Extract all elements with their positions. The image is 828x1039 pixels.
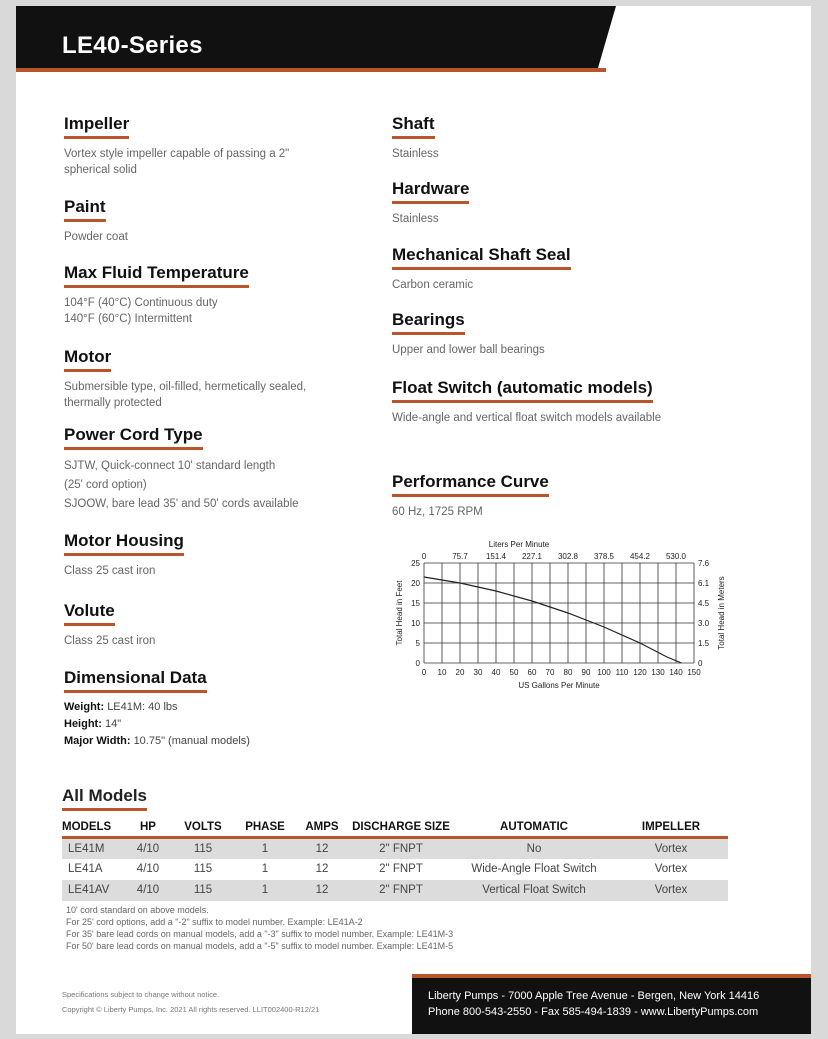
cell: 1 bbox=[261, 863, 269, 875]
section-impeller bbox=[64, 114, 289, 178]
section-power-cord-type bbox=[64, 425, 299, 514]
x2-tick-label: 454.2 bbox=[629, 552, 651, 561]
cell: No bbox=[454, 838, 614, 859]
footer-address: Liberty Pumps - 7000 Apple Tree Avenue - Bergen, New York 14416 bbox=[428, 990, 760, 1002]
section-title: Motor bbox=[64, 347, 111, 372]
models-table bbox=[62, 821, 728, 901]
section-title: Volute bbox=[64, 601, 115, 626]
performance-curve-line bbox=[424, 577, 681, 663]
cell: Vortex bbox=[614, 838, 728, 859]
section-title: Power Cord Type bbox=[64, 425, 203, 450]
table-row bbox=[62, 880, 728, 901]
section-text: Class 25 cast iron bbox=[64, 565, 156, 577]
section-volute bbox=[64, 601, 155, 649]
x-tick-label: 10 bbox=[437, 668, 447, 677]
section-text: Wide-angle and vertical float switch models available bbox=[392, 412, 662, 424]
y2-tick-label: 0 bbox=[698, 659, 703, 668]
col-header: VOLTS bbox=[172, 821, 234, 838]
all-models-title: All Models bbox=[62, 786, 147, 811]
cell: 4/10 bbox=[124, 838, 172, 859]
col-header: MODELS bbox=[62, 821, 124, 838]
x-tick-label: 80 bbox=[563, 668, 573, 677]
section-text: Submersible type, oil-filled, hermetically sealed, thermally protected bbox=[64, 381, 307, 409]
x2-tick-label: 75.7 bbox=[452, 552, 468, 561]
col-header: DISCHARGE SIZE bbox=[348, 821, 454, 838]
section-mechanical-shaft-seal bbox=[392, 245, 571, 293]
note-line: For 50' bare lead cords on manual models, add a "-5" suffix to model number. Example: LE41M-5 bbox=[66, 941, 454, 951]
x-tick-label: 70 bbox=[545, 668, 555, 677]
note-line: 10' cord standard on above models. bbox=[66, 905, 209, 915]
y-tick-label: 5 bbox=[415, 639, 420, 648]
x2-tick-label: 151.4 bbox=[485, 552, 507, 561]
legal-copyright: Copyright © Liberty Pumps, Inc. 2021 All rights reserved. LLIT002400-R12/21 bbox=[62, 1005, 320, 1014]
section-title: Motor Housing bbox=[64, 531, 184, 556]
section-shaft bbox=[392, 114, 439, 162]
model-notes bbox=[66, 904, 453, 952]
x-tick-label: 0 bbox=[421, 668, 427, 677]
section-performance-curve bbox=[392, 472, 549, 520]
footer-contact-box bbox=[412, 978, 811, 1034]
x2-tick-label: 0 bbox=[421, 552, 427, 561]
section-title: Performance Curve bbox=[392, 472, 549, 497]
section-title: Impeller bbox=[64, 114, 129, 139]
y-tick-label: 10 bbox=[411, 619, 420, 628]
table-header-row bbox=[62, 821, 728, 838]
col-header: AUTOMATIC bbox=[454, 821, 614, 838]
section-max-fluid-temperature bbox=[64, 263, 249, 327]
x-tick-label: 60 bbox=[527, 668, 537, 677]
section-title: Max Fluid Temperature bbox=[64, 263, 249, 288]
section-text: SJTW, Quick-connect 10' standard length (25' cord option) SJOOW, bare lead 35' and 50' cords available bbox=[64, 460, 299, 510]
x-tick-label: 100 bbox=[597, 668, 611, 677]
section-title: Float Switch (automatic models) bbox=[392, 378, 653, 403]
cell: 1 bbox=[234, 838, 296, 859]
x-tick-label: 20 bbox=[455, 668, 465, 677]
cell: 115 bbox=[172, 880, 234, 901]
y2-tick-label: 1.5 bbox=[698, 639, 710, 648]
cell: 4/10 bbox=[136, 863, 160, 875]
section-bearings bbox=[392, 310, 545, 358]
y-tick-label: 0 bbox=[415, 659, 420, 668]
section-text: 60 Hz, 1725 RPM bbox=[392, 506, 483, 518]
cell: Vertical Float Switch bbox=[454, 880, 614, 901]
footer-contact: Phone 800-543-2550 - Fax 585-494-1839 - www.LibertyPumps.com bbox=[428, 1006, 759, 1018]
cell: 115 bbox=[193, 863, 213, 875]
x-tick-label: 120 bbox=[633, 668, 647, 677]
table-row bbox=[62, 838, 728, 859]
section-float-switch bbox=[392, 378, 661, 426]
x2-tick-label: 378.5 bbox=[593, 552, 615, 561]
cell: 115 bbox=[172, 838, 234, 859]
section-dimensional-data bbox=[64, 668, 250, 750]
cell: 12 bbox=[315, 863, 329, 875]
cell: Vortex bbox=[654, 863, 688, 875]
y2-axis-label: Total Head in Meters bbox=[717, 576, 726, 650]
cell: LE41AV bbox=[62, 880, 124, 901]
y-tick-label: 25 bbox=[411, 559, 420, 568]
y2-tick-label: 7.6 bbox=[698, 559, 710, 568]
section-motor-housing bbox=[64, 531, 184, 579]
x-tick-label: 50 bbox=[509, 668, 519, 677]
x-tick-label: 40 bbox=[491, 668, 501, 677]
col-header: AMPS bbox=[296, 821, 348, 838]
x-tick-label: 90 bbox=[581, 668, 591, 677]
x-tick-label: 30 bbox=[473, 668, 483, 677]
col-header: PHASE bbox=[234, 821, 296, 838]
note-line: For 35' bare lead cords on manual models, add a "-3" suffix to model number. Example: LE41M-3 bbox=[66, 929, 454, 939]
dimensional-values: Weight: LE41M: 40 lbs Height: 14" Major Width: 10.75" (manual models) bbox=[64, 701, 250, 747]
cell: Vortex bbox=[614, 880, 728, 901]
section-title: Bearings bbox=[392, 310, 465, 335]
x2-tick-label: 227.1 bbox=[521, 552, 543, 561]
section-text: Powder coat bbox=[64, 231, 128, 243]
y2-tick-label: 6.1 bbox=[698, 579, 710, 588]
y-tick-label: 15 bbox=[411, 599, 420, 608]
cell: 12 bbox=[296, 838, 348, 859]
x-tick-label: 110 bbox=[615, 668, 629, 677]
header-accent-line bbox=[16, 68, 606, 72]
cell: LE41M bbox=[62, 838, 124, 859]
cell: 12 bbox=[296, 880, 348, 901]
section-title: Shaft bbox=[392, 114, 435, 139]
section-text: Carbon ceramic bbox=[392, 279, 474, 291]
performance-chart-svg bbox=[386, 531, 736, 701]
section-text: Vortex style impeller capable of passing a 2" spherical solid bbox=[64, 148, 290, 176]
y2-tick-label: 4.5 bbox=[698, 599, 710, 608]
section-paint bbox=[64, 197, 128, 245]
spec-sheet-page bbox=[16, 6, 811, 1034]
section-title: Hardware bbox=[392, 179, 469, 204]
y-axis-label: Total Head in Feet bbox=[395, 580, 404, 646]
page-title: LE40-Series bbox=[62, 32, 203, 59]
legal-subject-to-change: Specifications subject to change without notice. bbox=[62, 990, 220, 999]
cell: 1 bbox=[234, 880, 296, 901]
x-axis-label: US Gallons Per Minute bbox=[518, 681, 600, 690]
cell: 2" FNPT bbox=[348, 880, 454, 901]
section-title: Dimensional Data bbox=[64, 668, 207, 693]
cell: Wide-Angle Float Switch bbox=[471, 863, 597, 875]
cell: 2" FNPT bbox=[348, 838, 454, 859]
y2-tick-label: 3.0 bbox=[698, 619, 710, 628]
section-text: Class 25 cast iron bbox=[64, 635, 156, 647]
note-line: For 25' cord options, add a "-2" suffix to model number. Example: LE41A-2 bbox=[66, 917, 363, 927]
col-header: HP bbox=[124, 821, 172, 838]
section-title: Paint bbox=[64, 197, 106, 222]
cell: 2" FNPT bbox=[379, 863, 423, 875]
y-tick-label: 20 bbox=[411, 579, 420, 588]
col-header: IMPELLER bbox=[614, 821, 728, 838]
cell: 4/10 bbox=[124, 880, 172, 901]
section-text: Stainless bbox=[392, 213, 439, 225]
section-text: 104°F (40°C) Continuous duty 140°F (60°C) Intermittent bbox=[64, 297, 218, 325]
section-hardware bbox=[392, 179, 469, 227]
x-tick-label: 130 bbox=[651, 668, 665, 677]
performance-chart bbox=[386, 531, 736, 701]
x-tick-label: 150 bbox=[687, 668, 701, 677]
x2-tick-label: 530.0 bbox=[665, 552, 687, 561]
x-tick-label: 140 bbox=[669, 668, 683, 677]
section-title: Mechanical Shaft Seal bbox=[392, 245, 571, 270]
section-text: Stainless bbox=[392, 148, 439, 160]
cell: LE41A bbox=[68, 863, 103, 875]
table-row bbox=[62, 859, 728, 880]
x2-axis-label: Liters Per Minute bbox=[488, 540, 550, 549]
section-motor bbox=[64, 347, 306, 411]
x2-tick-label: 302.8 bbox=[557, 552, 579, 561]
section-text: Upper and lower ball bearings bbox=[392, 344, 545, 356]
